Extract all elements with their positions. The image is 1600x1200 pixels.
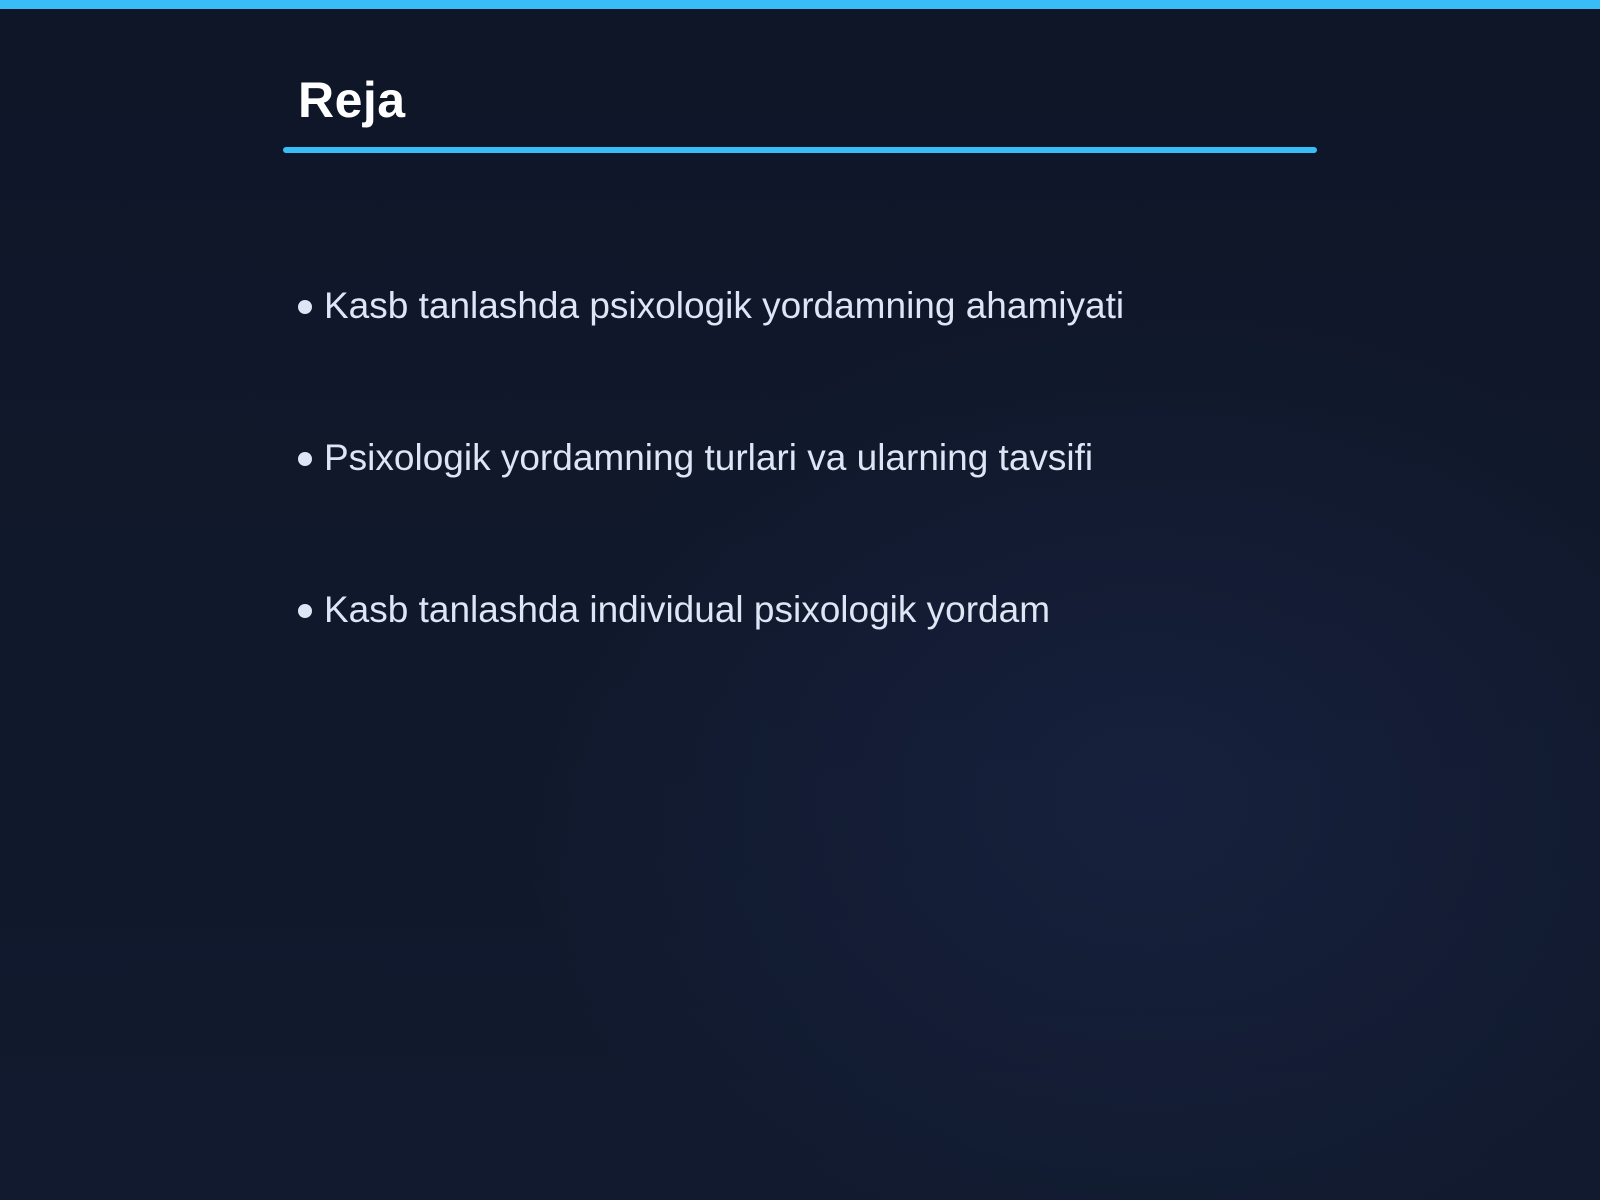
bullet-list [298,278,1124,734]
slide-title: Reja [298,72,406,128]
bullet-dot-icon [298,604,312,618]
list-item [298,430,1124,582]
top-accent-bar [0,0,1600,9]
bullet-text: Psixologik yordamning turlari va ularning tavsifi [324,437,1094,478]
bullet-dot-icon [298,452,312,466]
list-item [298,582,1124,734]
bullet-text: Kasb tanlashda individual psixologik yordam [324,589,1051,630]
bullet-text: Kasb tanlashda psixologik yordamning ahamiyati [324,285,1125,326]
bullet-dot-icon [298,300,312,314]
title-underline [283,147,1317,153]
list-item [298,278,1124,430]
